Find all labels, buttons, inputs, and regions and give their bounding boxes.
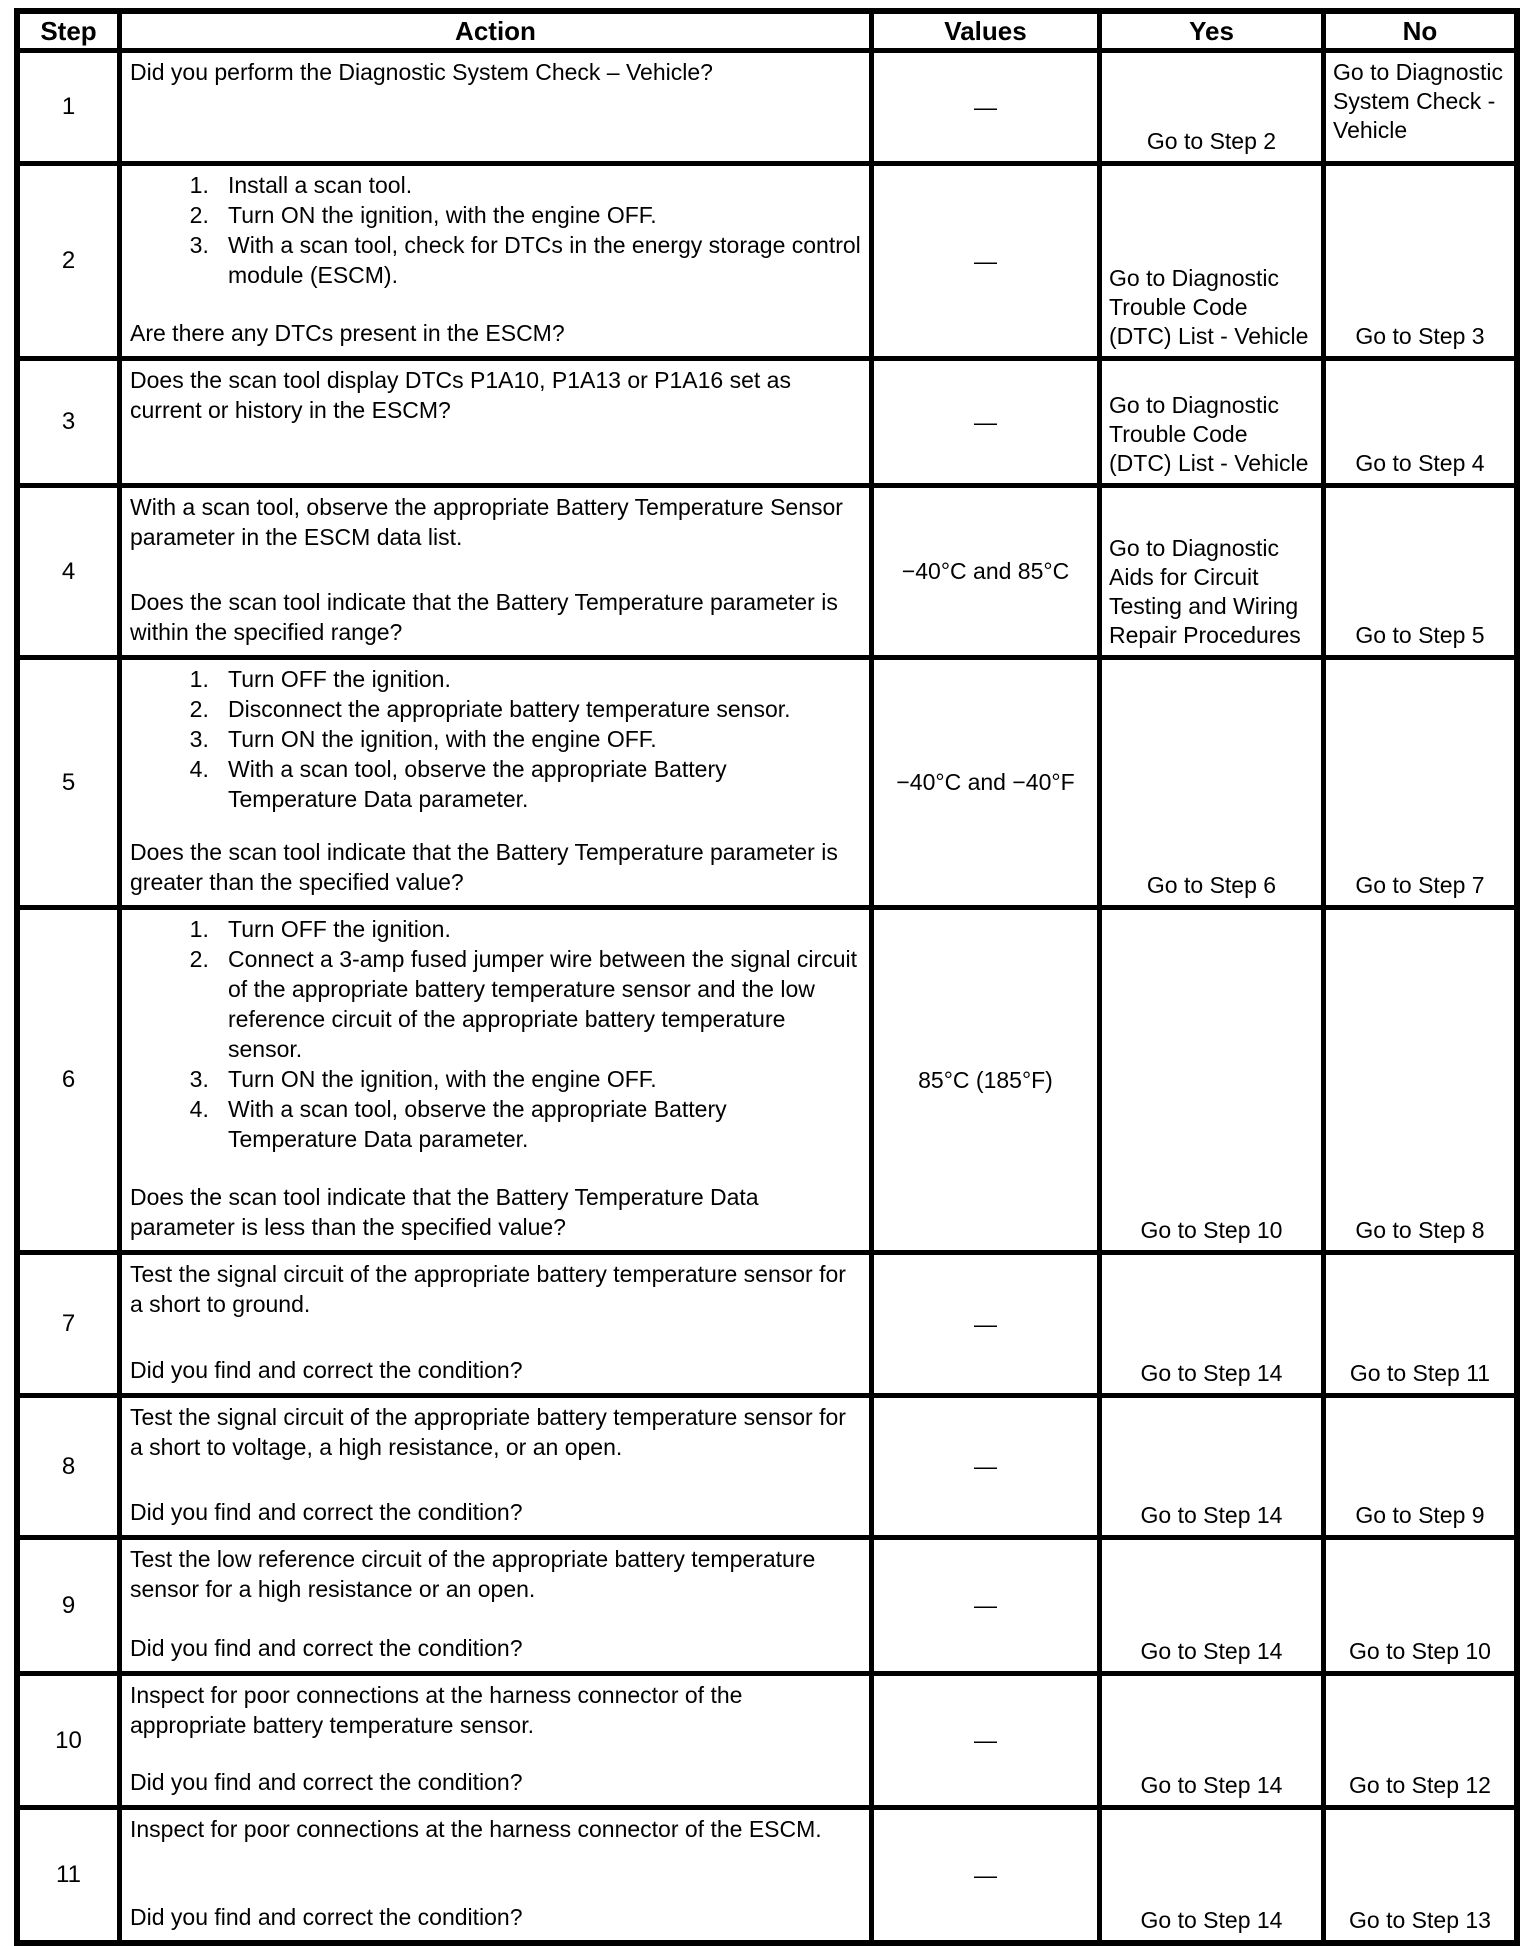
values-text: — [974, 1453, 997, 1479]
step-cell [20, 660, 117, 905]
table-row [20, 166, 1514, 356]
yes-text: Go to Step 14 [1140, 1360, 1283, 1386]
yes-text: Go to Step 14 [1140, 1772, 1283, 1798]
values-text: — [974, 247, 997, 274]
step-number: 7 [61, 1310, 76, 1337]
values-text: — [974, 93, 997, 120]
step-number: 2 [61, 247, 76, 274]
no-cell [1326, 1255, 1514, 1393]
no-text: Go to Diagnostic System Check - Vehicle [1333, 59, 1504, 143]
table-row [20, 1255, 1514, 1393]
step-cell [20, 488, 117, 655]
action-list-item: 2. Turn ON the ignition, with the engine OFF. [228, 200, 861, 230]
yes-cell [1102, 660, 1321, 905]
yes-cell [1102, 1398, 1321, 1535]
no-text: Go to Step 12 [1349, 1772, 1491, 1798]
no-text: Go to Step 10 [1349, 1638, 1491, 1664]
action-cell [122, 1810, 869, 1940]
step-number: 11 [56, 1861, 81, 1888]
action-question: Did you find and correct the condition? [130, 1499, 523, 1525]
values-cell [874, 1540, 1097, 1671]
action-list-item: 2. Connect a 3-amp fused jumper wire between the signal circuit of the appropriate battery temperature sensor and the low reference circuit of the appropriate battery temperature sensor. [228, 944, 861, 1064]
yes-cell [1102, 1255, 1321, 1393]
step-number: 4 [61, 557, 76, 585]
yes-cell [1102, 910, 1321, 1250]
yes-cell [1102, 53, 1321, 161]
action-cell [122, 488, 869, 655]
yes-text: Go to Step 10 [1140, 1217, 1283, 1243]
action-list-item: 3. Turn ON the ignition, with the engine OFF. [228, 724, 861, 754]
values-cell [874, 166, 1097, 356]
action-text: With a scan tool, observe the appropriate Battery Temperature Sensor parameter in the ESCM data list. [130, 494, 843, 550]
action-list [130, 914, 861, 1154]
step-cell [20, 166, 117, 356]
action-text: Test the low reference circuit of the appropriate battery temperature sensor for a high resistance or an open. [130, 1546, 816, 1602]
yes-cell [1102, 1810, 1321, 1940]
step-number: 9 [61, 1591, 76, 1619]
col-header-action: Action [122, 14, 869, 48]
action-list-item: 2. Disconnect the appropriate battery temperature sensor. [228, 694, 861, 724]
action-text: Did you perform the Diagnostic System Check – Vehicle? [130, 59, 713, 85]
col-header-step: Step [20, 14, 117, 48]
action-cell [122, 53, 869, 161]
values-text: — [974, 408, 997, 435]
table-row [20, 53, 1514, 161]
col-header-no: No [1326, 14, 1514, 48]
no-text: Go to Step 4 [1355, 450, 1485, 476]
action-list-item: 1. Turn OFF the ignition. [228, 664, 861, 694]
no-cell [1326, 166, 1514, 356]
action-cell [122, 1540, 869, 1671]
step-cell [20, 1810, 117, 1940]
table-row [20, 660, 1514, 905]
values-cell [874, 1255, 1097, 1393]
step-number: 3 [61, 408, 76, 435]
action-cell [122, 361, 869, 483]
step-number: 1 [61, 93, 76, 120]
action-question: Does the scan tool indicate that the Battery Temperature parameter is greater than the specified value? [130, 839, 838, 895]
action-cell [122, 1255, 869, 1393]
action-list-item: 1. Turn OFF the ignition. [228, 914, 861, 944]
no-cell [1326, 660, 1514, 905]
action-list-item: 4. With a scan tool, observe the appropriate Battery Temperature Data parameter. [228, 1094, 861, 1154]
no-cell [1326, 1810, 1514, 1940]
action-cell [122, 660, 869, 905]
action-list [130, 170, 861, 290]
table-row [20, 1398, 1514, 1535]
yes-text: Go to Step 6 [1146, 872, 1277, 898]
yes-text: Go to Step 2 [1146, 128, 1277, 154]
step-cell [20, 1255, 117, 1393]
action-question: Does the scan tool indicate that the Battery Temperature parameter is within the specified range? [130, 589, 838, 645]
action-cell [122, 1676, 869, 1805]
step-cell [20, 361, 117, 483]
values-text: — [974, 1861, 997, 1888]
no-cell [1326, 910, 1514, 1250]
table-row [20, 488, 1514, 655]
yes-cell [1102, 1540, 1321, 1671]
action-text: Does the scan tool display DTCs P1A10, P1A13 or P1A16 set as current or history in the ESCM? [130, 367, 791, 423]
values-cell [874, 910, 1097, 1250]
step-cell [20, 1676, 117, 1805]
table-row [20, 1810, 1514, 1940]
action-text: Inspect for poor connections at the harness connector of the appropriate battery temperature sensor. [130, 1682, 743, 1738]
action-text: Test the signal circuit of the appropriate battery temperature sensor for a short to voltage, a high resistance, or an open. [130, 1404, 846, 1460]
values-text: −40°C and 85°C [901, 558, 1070, 584]
yes-text: Go to Diagnostic Aids for Circuit Testing and Wiring Repair Procedures [1109, 535, 1301, 648]
action-question: Did you find and correct the condition? [130, 1769, 523, 1795]
yes-cell [1102, 488, 1321, 655]
step-number: 8 [61, 1452, 76, 1480]
values-text: — [974, 1727, 997, 1753]
action-text: Inspect for poor connections at the harness connector of the ESCM. [130, 1816, 822, 1842]
values-cell [874, 1398, 1097, 1535]
no-cell [1326, 1676, 1514, 1805]
no-cell [1326, 1540, 1514, 1671]
no-text: Go to Step 7 [1355, 872, 1485, 898]
no-text: Go to Step 3 [1355, 323, 1485, 349]
step-number: 6 [61, 1066, 76, 1093]
action-list [130, 664, 861, 814]
yes-text: Go to Step 14 [1140, 1502, 1283, 1528]
values-cell [874, 1810, 1097, 1940]
action-list-item: 1. Install a scan tool. [228, 170, 861, 200]
step-number: 5 [61, 768, 76, 796]
no-text: Go to Step 8 [1355, 1217, 1485, 1243]
values-cell [874, 488, 1097, 655]
yes-text: Go to Diagnostic Trouble Code (DTC) List - Vehicle [1109, 392, 1309, 476]
step-cell [20, 1398, 117, 1535]
action-question: Are there any DTCs present in the ESCM? [130, 320, 565, 346]
yes-cell [1102, 1676, 1321, 1805]
values-text: — [974, 1592, 997, 1618]
action-cell [122, 910, 869, 1250]
yes-cell [1102, 166, 1321, 356]
values-cell [874, 361, 1097, 483]
values-text: −40°C and −40°F [896, 769, 1075, 795]
table-row [20, 361, 1514, 483]
no-cell [1326, 361, 1514, 483]
values-cell [874, 1676, 1097, 1805]
no-text: Go to Step 9 [1355, 1502, 1485, 1528]
action-question: Did you find and correct the condition? [130, 1635, 523, 1661]
action-cell [122, 166, 869, 356]
col-header-yes: Yes [1102, 14, 1321, 48]
action-list-item: 3. Turn ON the ignition, with the engine OFF. [228, 1064, 861, 1094]
action-question: Does the scan tool indicate that the Battery Temperature Data parameter is less than the specified value? [130, 1184, 759, 1240]
values-cell [874, 660, 1097, 905]
step-cell [20, 910, 117, 1250]
action-list-item: 3. With a scan tool, check for DTCs in the energy storage control module (ESCM). [228, 230, 861, 290]
diagnostic-table [14, 8, 1520, 1946]
values-cell [874, 53, 1097, 161]
action-list-item: 4. With a scan tool, observe the appropriate Battery Temperature Data parameter. [228, 754, 861, 814]
table-row [20, 1676, 1514, 1805]
no-text: Go to Step 13 [1349, 1907, 1491, 1933]
yes-cell [1102, 361, 1321, 483]
table-row [20, 910, 1514, 1250]
step-number: 10 [55, 1726, 82, 1754]
action-question: Did you find and correct the condition? [130, 1904, 523, 1930]
yes-text: Go to Step 14 [1140, 1638, 1283, 1664]
yes-text: Go to Step 14 [1140, 1907, 1283, 1933]
action-question: Did you find and correct the condition? [130, 1357, 523, 1383]
no-cell [1326, 1398, 1514, 1535]
action-cell [122, 1398, 869, 1535]
no-cell [1326, 488, 1514, 655]
col-header-values: Values [874, 14, 1097, 48]
values-text: 85°C (185°F) [918, 1066, 1053, 1093]
no-text: Go to Step 11 [1349, 1360, 1491, 1386]
header-row [20, 14, 1514, 48]
yes-text: Go to Diagnostic Trouble Code (DTC) List - Vehicle [1109, 265, 1309, 349]
action-text: Test the signal circuit of the appropriate battery temperature sensor for a short to ground. [130, 1261, 846, 1317]
table-row [20, 1540, 1514, 1671]
step-cell [20, 53, 117, 161]
no-cell [1326, 53, 1514, 161]
step-cell [20, 1540, 117, 1671]
values-text: — [974, 1310, 997, 1337]
no-text: Go to Step 5 [1355, 622, 1485, 648]
